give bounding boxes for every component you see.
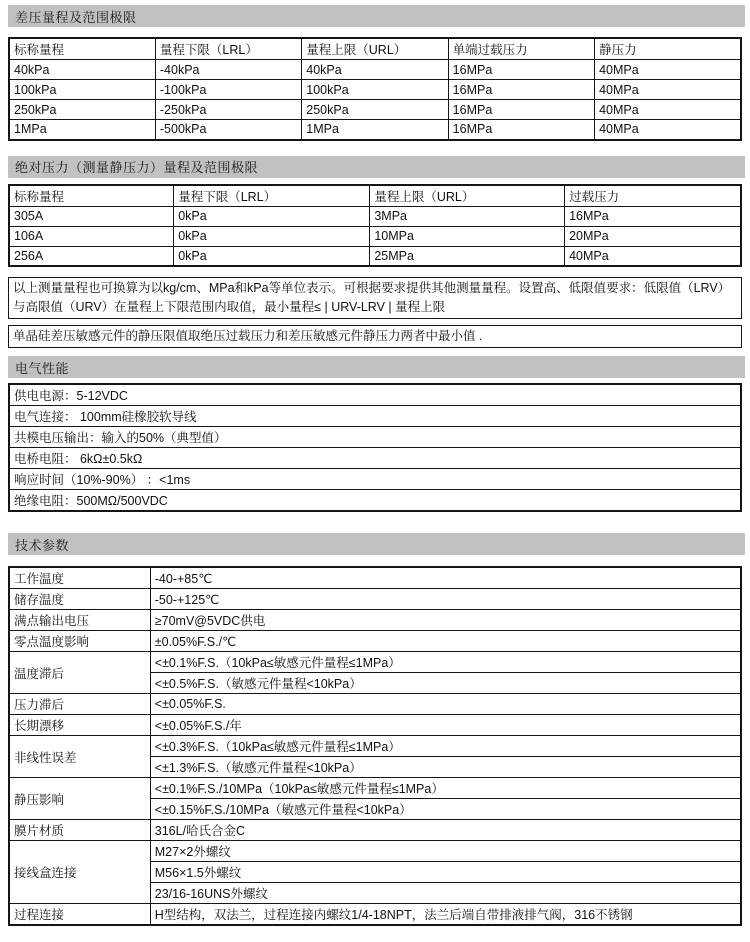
absolute-pressure-table xyxy=(8,184,742,268)
table-cell: 100kPa xyxy=(302,80,448,100)
spec-cell: 响应时间（10%-90%） ：<1ms xyxy=(9,469,741,490)
table-row xyxy=(9,904,741,926)
param-value-cell: <±0.15%F.S./10MPa（敏感元件量程<10kPa） xyxy=(150,799,741,820)
table-row xyxy=(9,589,741,610)
table-row xyxy=(9,80,741,100)
param-value-cell: 316L/哈氏合金C xyxy=(150,820,741,841)
spec-sheet-document xyxy=(0,5,750,942)
table-row xyxy=(9,652,741,673)
table-row xyxy=(9,448,741,469)
section-header-differential-pressure xyxy=(8,5,745,27)
spec-cell: 电气连接： 100mm硅橡胶软导线 xyxy=(9,406,741,427)
table-cell: 40MPa xyxy=(595,100,741,120)
range-conversion-note: 以上测量量程也可换算为以kg/cm、MPa和kPa等单位表示。可根据要求提供其他测量量程。设置高、低限值要求：低限值（LRV）与高限值（URV）在量程上下限范围内取值，最小量程≤ | URV-LRV | 量程上限 xyxy=(8,277,742,319)
technical-parameters-table xyxy=(8,566,742,926)
table-cell: -250kPa xyxy=(155,100,301,120)
param-label-cell: 零点温度影响 xyxy=(9,631,150,652)
table-cell: 16MPa xyxy=(448,80,594,100)
param-label-cell: 膜片材质 xyxy=(9,820,150,841)
column-header: 量程上限（URL） xyxy=(370,185,565,207)
table-cell: 250kPa xyxy=(302,100,448,120)
param-value-cell: <±0.5%F.S.（敏感元件量程<10kPa） xyxy=(150,673,741,694)
table-row xyxy=(9,246,741,266)
table-row xyxy=(9,60,741,80)
param-value-cell: -40-+85℃ xyxy=(150,567,741,589)
table-row xyxy=(9,841,741,862)
table-row xyxy=(9,778,741,799)
table-cell: 0kPa xyxy=(174,226,370,246)
table-cell: 40MPa xyxy=(595,60,741,80)
param-label-cell: 满点输出电压 xyxy=(9,610,150,631)
param-value-cell: M56×1.5外螺纹 xyxy=(150,862,741,883)
table-header-row xyxy=(9,185,741,207)
param-label-cell: 静压影响 xyxy=(9,778,150,820)
param-value-cell: <±1.3%F.S.（敏感元件量程<10kPa） xyxy=(150,757,741,778)
param-value-cell: ≥70mV@5VDC供电 xyxy=(150,610,741,631)
param-label-cell: 长期漂移 xyxy=(9,715,150,736)
param-value-cell: <±0.1%F.S.（10kPa≤敏感元件量程≤1MPa） xyxy=(150,652,741,673)
column-header: 单端过载压力 xyxy=(448,38,594,60)
table-header-row xyxy=(9,38,741,60)
table-cell: 40MPa xyxy=(595,80,741,100)
section-title: 绝对压力（测量静压力）量程及范围极限 xyxy=(15,160,259,175)
param-label-cell: 过程连接 xyxy=(9,904,150,926)
section-title: 电气性能 xyxy=(15,360,70,376)
param-label-cell: 温度滞后 xyxy=(9,652,150,694)
table-row xyxy=(9,610,741,631)
table-cell: 106A xyxy=(9,226,174,246)
param-value-cell: <±0.3%F.S.（10kPa≤敏感元件量程≤1MPa） xyxy=(150,736,741,757)
table-cell: -100kPa xyxy=(155,80,301,100)
param-value-cell: <±0.1%F.S./10MPa（10kPa≤敏感元件量程≤1MPa） xyxy=(150,778,741,799)
spec-cell: 绝缘电阻：500MΩ/500VDC xyxy=(9,490,741,512)
table-cell: 3MPa xyxy=(370,206,565,226)
table-cell: 305A xyxy=(9,206,174,226)
table-row xyxy=(9,567,741,589)
table-cell: 16MPa xyxy=(448,120,594,140)
section-header-electrical xyxy=(8,356,745,378)
static-pressure-limit-note: 单晶硅差压敏感元件的静压限值取绝压过载压力和差压敏感元件静压力两者中最小值 . xyxy=(8,325,742,348)
param-value-cell: -50-+125℃ xyxy=(150,589,741,610)
table-row xyxy=(9,406,741,427)
table-row xyxy=(9,715,741,736)
section-header-technical-parameters xyxy=(8,533,745,555)
table-cell: 16MPa xyxy=(565,206,741,226)
param-label-cell: 接线盒连接 xyxy=(9,841,150,904)
table-cell: 250kPa xyxy=(9,100,155,120)
table-cell: 0kPa xyxy=(174,246,370,266)
table-cell: 40MPa xyxy=(595,120,741,140)
column-header: 量程下限（LRL） xyxy=(155,38,301,60)
section-header-absolute-pressure xyxy=(8,156,745,178)
column-header: 标称量程 xyxy=(9,185,174,207)
table-row xyxy=(9,694,741,715)
param-value-cell: <±0.05%F.S. xyxy=(150,694,741,715)
param-label-cell: 储存温度 xyxy=(9,589,150,610)
table-cell: 10MPa xyxy=(370,226,565,246)
param-value-cell: M27×2外螺纹 xyxy=(150,841,741,862)
param-value-cell: 23/16-16UNS外螺纹 xyxy=(150,883,741,904)
param-value-cell: H型结构，双法兰，过程连接内螺纹1/4-18NPT，法兰后端自带排液排气阀，316不锈钢 xyxy=(150,904,741,926)
table-cell: 40kPa xyxy=(9,60,155,80)
table-cell: 40MPa xyxy=(565,246,741,266)
column-header: 标称量程 xyxy=(9,38,155,60)
column-header: 量程下限（LRL） xyxy=(174,185,370,207)
electrical-performance-table xyxy=(8,383,742,512)
table-cell: -500kPa xyxy=(155,120,301,140)
param-value-cell: ±0.05%F.S./℃ xyxy=(150,631,741,652)
table-row xyxy=(9,490,741,512)
section-title: 差压量程及范围极限 xyxy=(15,9,137,25)
table-row xyxy=(9,736,741,757)
table-cell: 40kPa xyxy=(302,60,448,80)
table-cell: 0kPa xyxy=(174,206,370,226)
table-row xyxy=(9,226,741,246)
column-header: 过载压力 xyxy=(565,185,741,207)
param-value-cell: <±0.05%F.S./年 xyxy=(150,715,741,736)
table-row xyxy=(9,631,741,652)
column-header: 量程上限（URL） xyxy=(302,38,448,60)
table-cell: 256A xyxy=(9,246,174,266)
param-label-cell: 压力滞后 xyxy=(9,694,150,715)
table-cell: 1MPa xyxy=(9,120,155,140)
table-row xyxy=(9,120,741,140)
table-cell: 20MPa xyxy=(565,226,741,246)
table-row xyxy=(9,469,741,490)
table-cell: 25MPa xyxy=(370,246,565,266)
spec-cell: 供电电源：5-12VDC xyxy=(9,384,741,406)
table-row xyxy=(9,100,741,120)
differential-pressure-table xyxy=(8,37,742,141)
table-row xyxy=(9,427,741,448)
spec-cell: 电桥电阻： 6kΩ±0.5kΩ xyxy=(9,448,741,469)
param-label-cell: 工作温度 xyxy=(9,567,150,589)
table-cell: 1MPa xyxy=(302,120,448,140)
param-label-cell: 非线性误差 xyxy=(9,736,150,778)
table-cell: 16MPa xyxy=(448,100,594,120)
table-row xyxy=(9,820,741,841)
spec-cell: 共模电压输出：输入的50%（典型值） xyxy=(9,427,741,448)
table-cell: 100kPa xyxy=(9,80,155,100)
table-cell: -40kPa xyxy=(155,60,301,80)
section-title: 技术参数 xyxy=(15,537,70,553)
table-cell: 16MPa xyxy=(448,60,594,80)
column-header: 静压力 xyxy=(595,38,741,60)
table-row xyxy=(9,384,741,406)
table-row xyxy=(9,206,741,226)
